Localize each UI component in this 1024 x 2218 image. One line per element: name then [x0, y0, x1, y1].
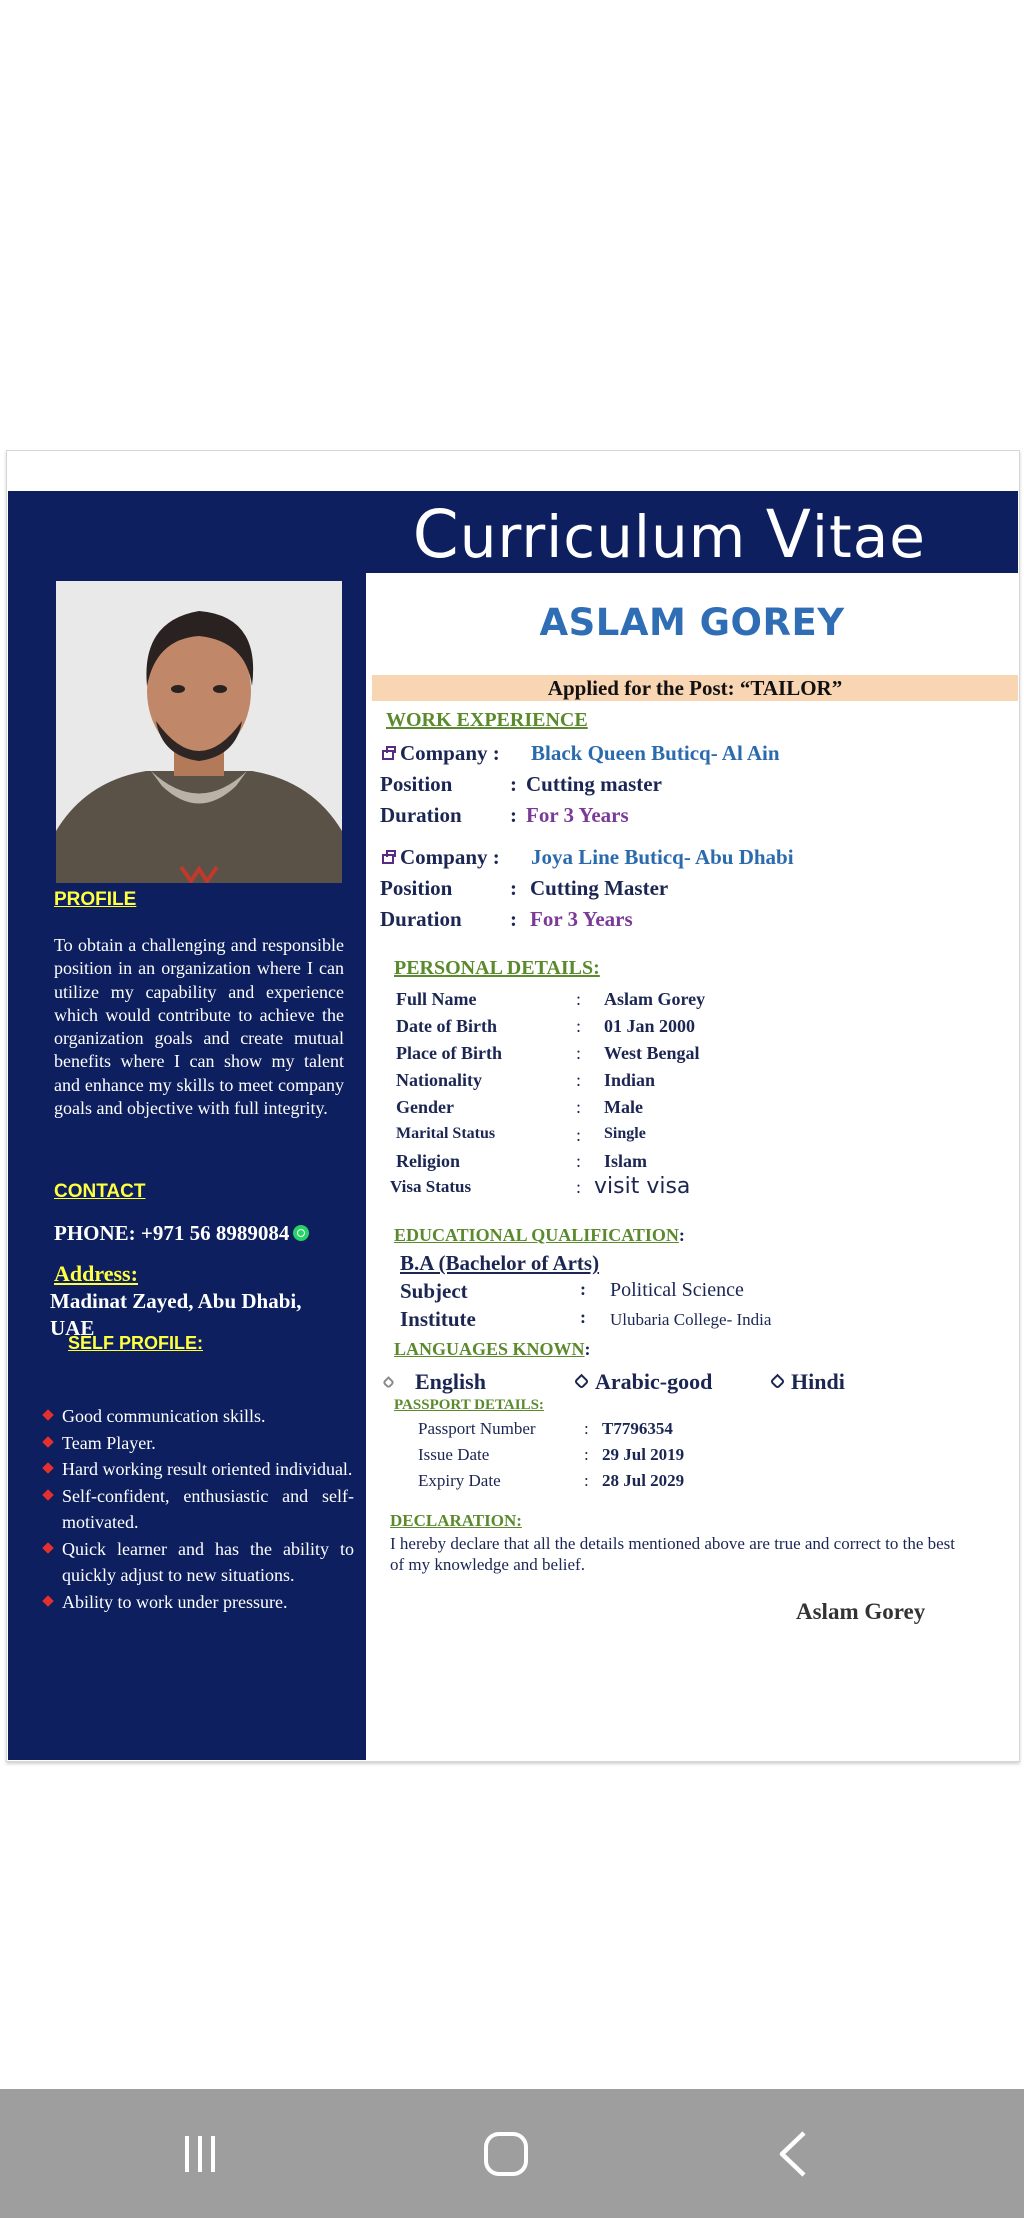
diamond-bullet-icon [42, 1436, 53, 1447]
job-2-company: Company : Joya Line Buticq- Abu Dhabi [382, 845, 500, 870]
job-1-company: Company : Black Queen Buticq- Al Ain [382, 741, 500, 766]
job-2-duration: Duration : For 3 Years [380, 907, 633, 931]
address-heading: Address: [54, 1261, 138, 1286]
signature: Aslam Gorey [796, 1599, 926, 1624]
main-content [366, 573, 1018, 1760]
header-band [366, 491, 1018, 573]
personal-row: Gender : Male [396, 1097, 643, 1117]
passport-row: Issue Date : 29 Jul 2019 [418, 1445, 685, 1464]
language-arabic: Arabic-good [576, 1369, 712, 1395]
self-profile-heading: SELF PROFILE: [68, 1333, 203, 1353]
declaration-text: I hereby declare that all the details mentioned above are true and correct to the best of my knowledge and belief. [390, 1534, 955, 1574]
back-icon[interactable] [744, 2089, 844, 2218]
personal-row: Place of Birth : West Bengal [396, 1043, 700, 1063]
personal-row: Nationality : Indian [396, 1070, 656, 1090]
candidate-name: ASLAM GOREY [539, 601, 845, 644]
list-item: Quick learner and has the ability to quickly adjust to new situations. [44, 1536, 354, 1589]
job-1-duration: Duration : For 3 Years [380, 803, 629, 827]
cv-document [6, 450, 1020, 1762]
passport-row: Passport Number : T7796354 [418, 1419, 673, 1438]
passport-row: Expiry Date : 28 Jul 2029 [418, 1471, 685, 1490]
languages-heading: LANGUAGES KNOWN: [394, 1339, 591, 1359]
personal-row: Religion : Islam [396, 1151, 648, 1171]
recent-apps-icon[interactable] [150, 2089, 250, 2218]
phone-text: PHONE: +971 56 8989084 [54, 1221, 290, 1245]
android-nav-bar [0, 2089, 1024, 2218]
sidebar [8, 491, 366, 1760]
address-line-2: UAE [50, 1316, 95, 1340]
diamond-bullet-icon [42, 1409, 53, 1420]
cv-title: Curriculum Vitae [412, 496, 926, 573]
language-hindi: Hindi [772, 1369, 845, 1395]
list-item: Self-confident, enthusiastic and self-motivated. [44, 1483, 354, 1536]
list-item: Team Player. [44, 1430, 354, 1457]
address-line-1: Madinat Zayed, Abu Dhabi, [50, 1289, 302, 1313]
contact-heading: CONTACT [54, 1181, 146, 1202]
profile-heading: PROFILE [54, 889, 137, 910]
profile-text: To obtain a challenging and responsible position in an organization where I can utilize my capability and experience which would contribute to achieve the organization goals and create mutual benefits where I can show my talent and enhance my skills to meet company goals and objective with full integrity. [54, 935, 344, 1119]
personal-row: Date of Birth : 01 Jan 2000 [396, 1016, 696, 1036]
diamond-bullet-icon [42, 1542, 53, 1553]
job-2-position: Position : Cutting Master [380, 876, 669, 900]
diamond-bullet-icon [42, 1462, 53, 1473]
applied-post: Applied for the Post: “TAILOR” [372, 675, 1018, 701]
subject-row: Subject : Political Science [400, 1279, 744, 1303]
diamond-bullet-icon [42, 1489, 53, 1500]
language-english: English [384, 1369, 486, 1395]
window-icon [382, 854, 394, 864]
declaration-heading: DECLARATION: [390, 1511, 522, 1530]
personal-row: Marital Status : Single [396, 1125, 646, 1145]
institute-row: Institute : Ulubaria College- India [400, 1307, 772, 1331]
list-item: Ability to work under pressure. [44, 1589, 354, 1616]
personal-row: Full Name : Aslam Gorey [396, 989, 706, 1009]
tag-icon [574, 1374, 590, 1390]
personal-details-heading: PERSONAL DETAILS: [394, 957, 600, 979]
whatsapp-icon [293, 1225, 309, 1241]
personal-row: Visa Status : visit visa [390, 1174, 691, 1199]
job-1-position: Position : Cutting master [380, 772, 662, 796]
passport-heading: PASSPORT DETAILS: [394, 1397, 544, 1413]
phone-number [54, 1221, 309, 1246]
window-icon [382, 750, 394, 760]
self-profile-list [44, 1403, 354, 1615]
list-item: Good communication skills. [44, 1403, 354, 1430]
tag-icon [382, 1376, 395, 1389]
education-heading: EDUCATIONAL QUALIFICATION: [394, 1225, 685, 1245]
tag-icon [770, 1374, 786, 1390]
work-experience-heading: WORK EXPERIENCE [386, 709, 588, 731]
diamond-bullet-icon [42, 1595, 53, 1606]
profile-photo [56, 581, 342, 883]
degree: B.A (Bachelor of Arts) [400, 1251, 600, 1275]
list-item: Hard working result oriented individual. [44, 1456, 354, 1483]
home-icon[interactable] [456, 2089, 556, 2218]
